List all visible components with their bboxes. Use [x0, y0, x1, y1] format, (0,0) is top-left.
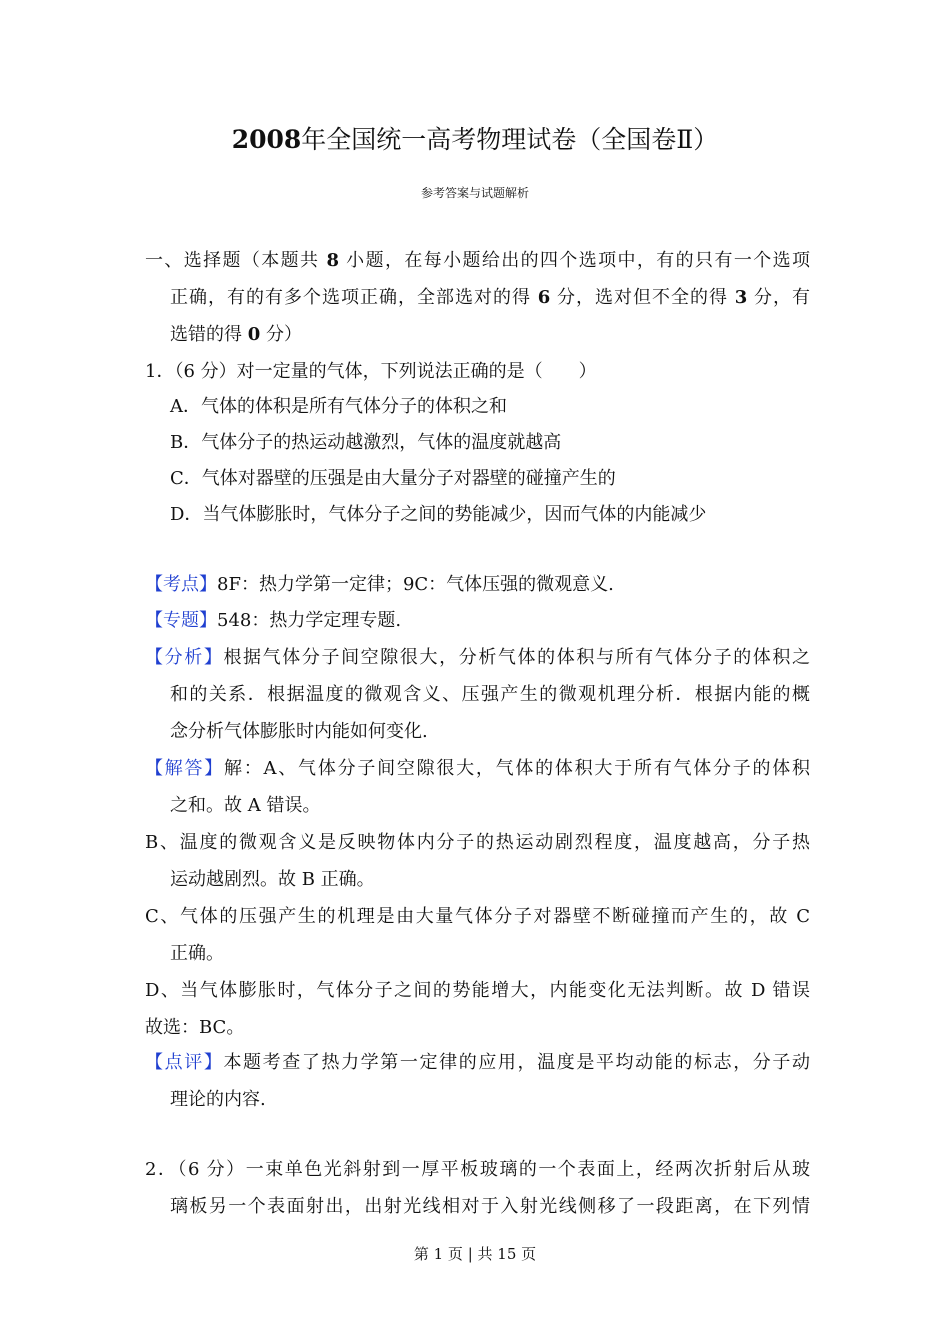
zhuanti-line: 【专题】548：热力学定理专题. [145, 610, 402, 631]
dianping-line-1: 【点评】本题考查了热力学第一定律的应用，温度是平均动能的标志，分子动 [145, 1052, 811, 1073]
jieda-line-7: D、当气体膨胀时，气体分子之间的势能增大，内能变化无法判断。故 D 错误 [145, 980, 810, 1001]
question-2-line-1: 2．（6 分）一束单色光斜射到一厚平板玻璃的一个表面上，经两次折射后从玻 [145, 1159, 810, 1180]
title-text: 年全国统一高考物理试卷（全国卷Ⅱ） [301, 125, 719, 154]
title-year: 2008 [231, 125, 302, 154]
jieda-line-4: 运动越剧烈。故 B 正确。 [170, 869, 375, 890]
question-1-option-b: B．气体分子的热运动越激烈，气体的温度就越高 [170, 432, 562, 453]
question-1-option-c: C．气体对器壁的压强是由大量分子对器壁的碰撞产生的 [170, 468, 616, 489]
jieda-line-3: B、温度的微观含义是反映物体内分子的热运动剧烈程度，温度越高，分子热 [145, 832, 810, 853]
section-heading-line-3: 选错的得 0 分） [170, 324, 302, 345]
jieda-tag: 【解答】 [145, 758, 225, 779]
zhuanti-tag: 【专题】 [145, 610, 217, 631]
question-2-line-2: 璃板另一个表面射出，出射光线相对于入射光线侧移了一段距离，在下列情 [170, 1196, 810, 1217]
question-1-option-a: A．气体的体积是所有气体分子的体积之和 [170, 396, 507, 417]
question-1-option-d: D．当气体膨胀时，气体分子之间的势能减少，因而气体的内能减少 [170, 504, 707, 525]
kaodian-tag: 【考点】 [145, 574, 217, 595]
page-title [0, 122, 950, 158]
section-heading-line-1: 一、选择题（本题共 8 小题，在每小题给出的四个选项中，有的只有一个选项 [145, 250, 810, 271]
page-footer: 第 1 页 | 共 15 页 [413, 1245, 537, 1263]
kaodian-line: 【考点】8F：热力学第一定律；9C：气体压强的微观意义. [145, 574, 614, 595]
dianping-line-2: 理论的内容. [170, 1089, 266, 1110]
fenxi-line-1: 【分析】根据气体分子间空隙很大，分析气体的体积与所有气体分子的体积之 [145, 647, 811, 668]
question-1-stem: 1．（6 分）对一定量的气体，下列说法正确的是（ ） [145, 361, 597, 382]
fenxi-line-2: 和的关系．根据温度的微观含义、压强产生的微观机理分析．根据内能的概 [170, 684, 810, 705]
jieda-line-1: 【解答】解：A、气体分子间空隙很大，气体的体积大于所有气体分子的体积 [145, 758, 810, 779]
jieda-line-5: C、气体的压强产生的机理是由大量气体分子对器壁不断碰撞而产生的，故 C [145, 906, 810, 927]
jieda-line-6: 正确。 [170, 943, 224, 964]
section-heading-line-2: 正确，有的有多个选项正确，全部选对的得 6 分，选对但不全的得 3 分，有 [170, 287, 810, 308]
jieda-line-8: 故选：BC。 [145, 1017, 245, 1038]
fenxi-tag: 【分析】 [145, 647, 224, 668]
page-subtitle: 参考答案与试题解析 [420, 186, 529, 200]
fenxi-line-3: 念分析气体膨胀时内能如何变化. [170, 721, 428, 742]
jieda-line-2: 之和。故 A 错误。 [170, 795, 321, 816]
dianping-tag: 【点评】 [145, 1052, 224, 1073]
